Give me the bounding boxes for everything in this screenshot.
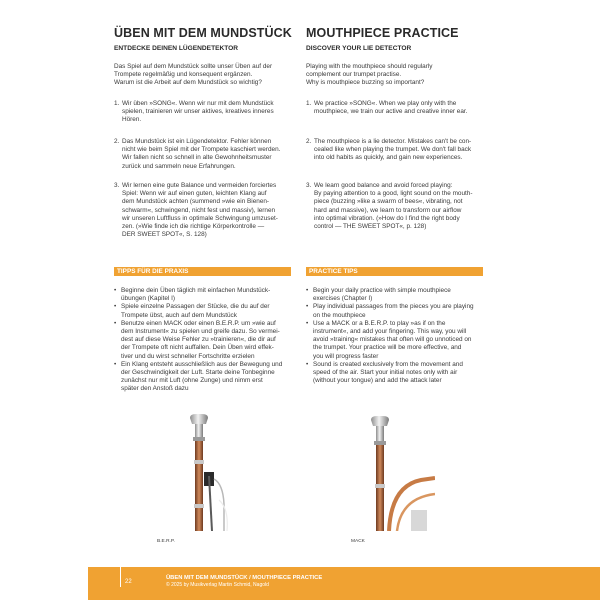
german-item-2: 2. Das Mundstück ist ein Lügendetektor. Fehler können nicht wie beim Spiel mit der Trompete kaschiert werden. Wir fallen nicht so schnell in alte Gewohnheitsmuster zurück und sammeln neue Erfahrungen. (114, 138, 281, 170)
german-subtitle: ENTDECKE DEINEN LÜGENDETEKTOR (114, 45, 239, 52)
footer-title: ÜBEN MIT DEM MUNDSTÜCK / MOUTHPIECE PRACTICE (166, 575, 323, 581)
english-item-2: 2. The mouthpiece is a lie detector. Mistakes can't be con- cealed like when playing the trumpet. We don't fall back into old habits as quickly, and gain new experiences. (306, 138, 472, 162)
list-item: • Begin your daily practice with simple mouthpiece exercises (Chapter I) (306, 287, 451, 303)
german-title: ÜBEN MIT DEM MUNDSTÜCK (114, 26, 292, 40)
bullet-icon: • (306, 360, 309, 368)
bullet-icon: • (114, 360, 117, 368)
bullet-icon: • (306, 287, 309, 294)
german-item-3: 3. Wir lernen eine gute Balance und vermeiden forciertes Spiel: Wenn wir auf einen guten, leichten Klang auf dem Mundstück achten (summend »wie ein Bienen- schwarm«, schwingend, nicht fest und massiv), lernen wir unseren Luftfluss in optimale Schwingung umzuset- zen. (»Wie finde ich die richtige Körperkontrolle — DER SWEET SPOT«, S. 128) (114, 182, 278, 239)
list-item: • Benutze einen MACK oder einen B.E.R.P. um »wie auf dem Instrument« zu spielen und greife dazu. So vermei- dest auf diese Weise Fehler zu »trainieren«, die dir auf der Trompete oft nicht auffallen. Dein Üben wird effek- tiver und du wirst schneller Fortschritte erzielen (114, 319, 280, 360)
list-item: • Spiele einzelne Passagen der Stücke, die du auf der Trompete übst, auch auf dem Mundstück (114, 303, 270, 319)
german-tips-header-label: TIPPS FÜR DIE PRAXIS (117, 268, 189, 275)
bullet-icon: • (114, 287, 117, 294)
bullet-icon: • (306, 319, 309, 327)
english-tips-header-label: PRACTICE TIPS (309, 268, 358, 275)
german-intro: Das Spiel auf dem Mundstück sollte unser Üben auf der Trompete regelmäßig und konsequent ergänzen. Warum ist die Arbeit auf dem Mundstück so wichtig? (114, 63, 273, 87)
bullet-icon: • (114, 303, 117, 311)
english-tips-header (306, 267, 483, 276)
mack-photo (351, 414, 435, 531)
bullet-icon: • (114, 319, 117, 327)
footer-copyright: © 2025 by Musikverlag Martin Schmid, Nagold (166, 582, 269, 588)
list-item: • Use a MACK or a B.E.R.P. to play »as if on the instrument«, and add your fingering. This way, you will avoid »training« mistakes that often will go unnoticed on the trumpet. Your practice will be more effective, and you will progress faster (306, 319, 472, 360)
list-item: • Sound is created exclusively from the movement and speed of the air. Start your initial notes only with air (without your tongue) and add the attack later (306, 360, 463, 385)
bullet-icon: • (306, 303, 309, 311)
mack-mouthpiece-illustration (351, 414, 435, 531)
english-intro: Playing with the mouthpiece should regularly complement our trumpet practise. Why is mouthpiece buzzing so important? (306, 63, 433, 87)
german-tips-list (114, 287, 290, 394)
page-footer (88, 567, 600, 600)
list-item: • Ein Klang entsteht ausschließlich aus der Bewegung und der Geschwindigkeit der Luft. Starte deine Tonbeginne zunächst nur mit Luft (ohne Zunge) und nimm erst später den Anstoß dazu (114, 360, 283, 393)
english-title: MOUTHPIECE PRACTICE (306, 26, 459, 40)
list-item: • Beginne dein Üben täglich mit einfachen Mundstück- übungen (Kapitel I) (114, 287, 271, 303)
page-number: 22 (125, 579, 132, 585)
english-tips-list (306, 287, 482, 385)
german-item-1: 1. Wir üben »SONG«. Wenn wir nur mit dem Mundstück spielen, trainieren wir unser aktives, kreatives inneres Hören. (114, 100, 274, 124)
english-subtitle: DISCOVER YOUR LIE DETECTOR (306, 45, 412, 52)
german-tips-header (114, 267, 291, 276)
berp-caption: B.E.R.P. (157, 539, 175, 544)
list-item: • Play individual passages from the pieces you are playing on the mouthpiece (306, 303, 474, 319)
mack-caption: MACK (351, 539, 365, 544)
footer-divider (120, 567, 121, 587)
english-item-1: 1. We practice »SONG«. When we play only with the mouthpiece, we train our active and creative inner ear. (306, 100, 468, 116)
berp-photo (157, 414, 241, 531)
berp-mouthpiece-illustration (157, 414, 241, 531)
english-item-3: 3. We learn good balance and avoid forced playing: By paying attention to a good, light sound on the mouth- piece (buzzing »like a swarm of bees«, vibrating, not hard and massive), we learn to transform our airflow into optimal vibration. (»How do I find the right body control — THE SWEET SPOT«, p. 128) (306, 182, 473, 231)
